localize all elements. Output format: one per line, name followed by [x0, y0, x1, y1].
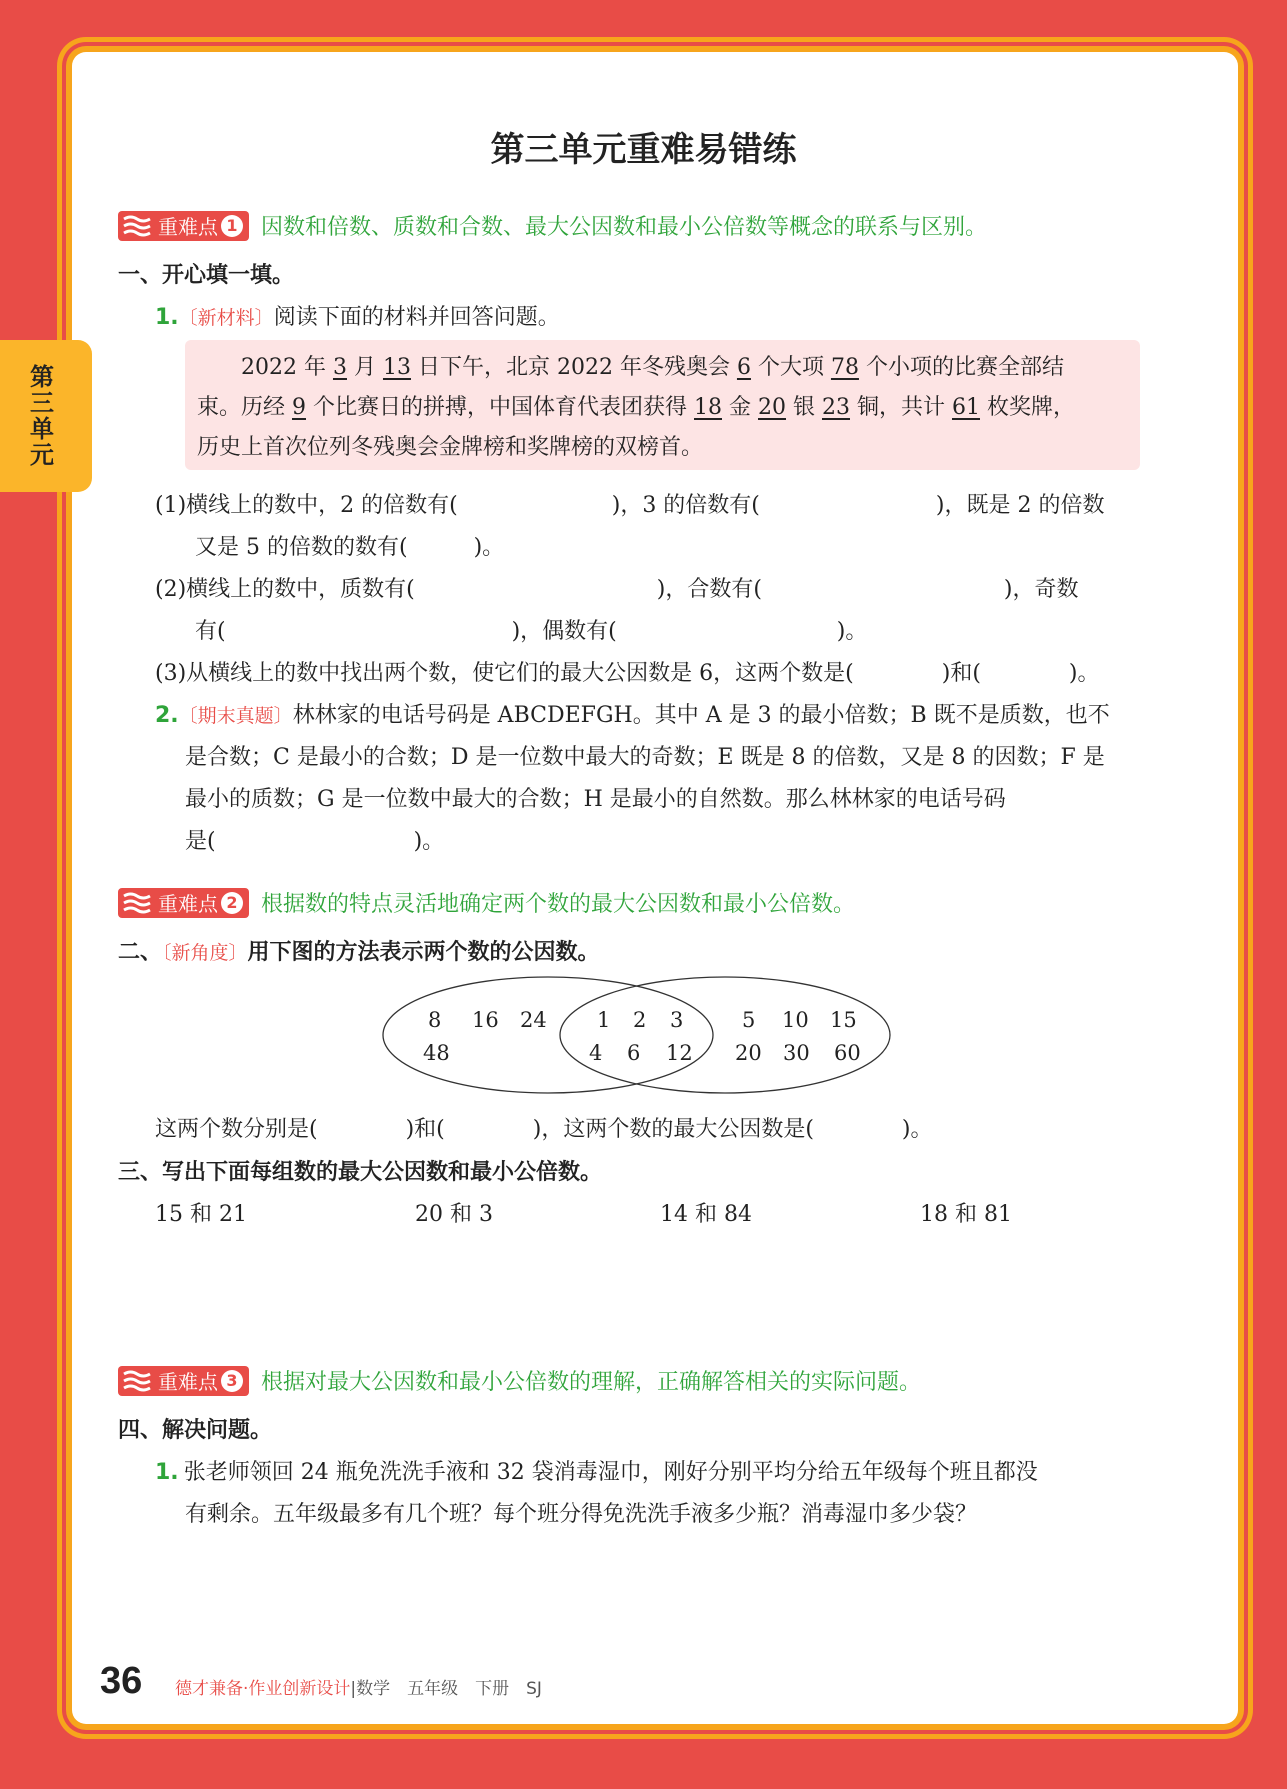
section-tag: 〔新角度〕 — [162, 942, 248, 964]
badge-label: 重难点 — [158, 1370, 218, 1394]
venn-diagram — [370, 970, 900, 1100]
passage-text: 束。历经 — [197, 395, 292, 420]
section-2-heading — [118, 935, 600, 966]
passage-text: 月 — [346, 355, 383, 380]
q1-sub-line: 有( )，偶数有( )。 — [195, 619, 868, 644]
waves-icon — [122, 1370, 152, 1392]
page-title: 第三单元重难易错练 — [490, 130, 797, 170]
underlined-number: 20 — [758, 395, 786, 420]
venn-middle-number: 6 — [627, 1041, 641, 1065]
badge-label: 重难点 — [158, 215, 218, 239]
venn-middle-number: 4 — [589, 1041, 603, 1065]
waves-icon — [122, 215, 152, 237]
key-point-2 — [118, 887, 855, 918]
passage-line — [197, 388, 1130, 428]
passage-text: 2022 年 — [197, 355, 333, 380]
venn-right-number: 30 — [783, 1041, 810, 1065]
key-point-text: 根据对最大公因数和最小公倍数的理解，正确解答相关的实际问题。 — [261, 1370, 922, 1395]
unit-side-tab — [0, 340, 92, 492]
venn-right-number: 10 — [782, 1008, 809, 1032]
key-point-text: 因数和倍数、质数和合数、最大公因数和最小公倍数等概念的联系与区别。 — [261, 215, 988, 240]
underlined-number: 78 — [830, 355, 859, 380]
question-4-1 — [155, 1455, 1038, 1486]
footer-info: 数学 五年级 下册 SJ — [356, 1679, 542, 1699]
passage-text: 铜，共计 — [850, 395, 952, 420]
badge-number: 1 — [221, 215, 243, 237]
key-point-text: 根据数的特点灵活地确定两个数的最大公因数和最小公倍数。 — [261, 892, 856, 917]
underlined-number: 18 — [694, 395, 722, 420]
section-text: 用下图的方法表示两个数的公因数。 — [247, 940, 600, 965]
question-number: 1. — [155, 305, 179, 330]
question-text: 最小的质数；G 是一位数中最大的合数；H 是最小的自然数。那么林林家的电话号码 — [185, 787, 1006, 812]
badge-number: 2 — [221, 892, 243, 914]
q1-sub-line: 又是 5 的倍数的数有( )。 — [195, 535, 505, 560]
number-pair: 18 和 81 — [920, 1202, 1012, 1227]
section-2-question: 这两个数分别是( )和( )，这两个数的最大公因数是( )。 — [155, 1117, 933, 1142]
passage-text: 个比赛日的拼搏，中国体育代表团获得 — [306, 395, 694, 420]
venn-right-number: 60 — [834, 1041, 861, 1065]
venn-left-ellipse — [383, 977, 713, 1093]
question-tag: 〔期末真题〕 — [178, 705, 293, 727]
passage-text: 个大项 — [750, 355, 831, 380]
passage-text: 日下午，北京 2022 年冬残奥会 — [410, 355, 737, 380]
question-number: 1. — [155, 1460, 179, 1485]
underlined-number: 3 — [332, 355, 347, 380]
underlined-number: 23 — [822, 395, 850, 420]
underlined-number: 13 — [382, 355, 411, 380]
venn-left-number: 24 — [520, 1008, 547, 1032]
venn-right-number: 5 — [742, 1008, 756, 1032]
question-number: 2. — [155, 703, 179, 728]
footer-brand: 德才兼备·作业创新设计 — [175, 1679, 351, 1699]
venn-middle-number: 1 — [597, 1008, 611, 1032]
underlined-number: 61 — [952, 395, 980, 420]
key-point-badge — [118, 1366, 249, 1396]
question-tag: 〔新材料〕 — [178, 307, 274, 329]
question-1-1 — [155, 300, 560, 331]
question-text: 阅读下面的材料并回答问题。 — [273, 305, 560, 330]
venn-middle-number: 12 — [666, 1041, 693, 1065]
number-pair: 20 和 3 — [415, 1202, 493, 1227]
key-point-1 — [118, 210, 987, 241]
number-pair: 14 和 84 — [660, 1202, 752, 1227]
venn-middle-number: 3 — [670, 1008, 684, 1032]
question-text: 是合数；C 是最小的合数；D 是一位数中最大的奇数；E 既是 8 的倍数，又是 8 的因数；F 是 — [185, 745, 1105, 770]
venn-right-ellipse — [560, 977, 890, 1093]
passage-text: 历史上首次位列冬残奥会金牌榜和奖牌榜的双榜首。 — [197, 435, 704, 460]
passage-line — [197, 348, 1130, 388]
waves-icon — [122, 892, 152, 914]
venn-left-number: 48 — [423, 1041, 450, 1065]
venn-left-number: 16 — [472, 1008, 499, 1032]
section-4-heading: 四、解决问题。 — [118, 1418, 273, 1443]
passage-text: 银 — [786, 395, 822, 420]
key-point-3 — [118, 1365, 921, 1396]
number-pair: 15 和 21 — [155, 1202, 247, 1227]
venn-right-number: 20 — [735, 1041, 762, 1065]
question-1-2 — [155, 698, 1110, 729]
key-point-badge — [118, 888, 249, 918]
passage-text: 金 — [722, 395, 758, 420]
footer-text — [175, 1674, 542, 1699]
question-text: 是( )。 — [185, 829, 445, 854]
question-text: 有剩余。五年级最多有几个班？每个班分得免洗洗手液多少瓶？消毒湿巾多少袋？ — [185, 1502, 978, 1527]
underlined-number: 9 — [292, 395, 306, 420]
venn-middle-number: 2 — [633, 1008, 647, 1032]
reading-passage — [185, 340, 1140, 470]
badge-number: 3 — [221, 1370, 243, 1392]
passage-text: 枚奖牌， — [980, 395, 1075, 420]
venn-right-number: 15 — [830, 1008, 857, 1032]
question-text: 林林家的电话号码是 ABCDEFGH。其中 A 是 3 的最小倍数；B 既不是质数，也不 — [292, 703, 1110, 728]
q1-sub-line: (2)横线上的数中，质数有( )，合数有( )，奇数 — [155, 577, 1079, 602]
section-1-heading: 一、开心填一填。 — [118, 263, 295, 288]
section-prefix: 二、 — [118, 940, 163, 965]
q1-sub-line: (3)从横线上的数中找出两个数，使它们的最大公因数是 6，这两个数是( )和( )。 — [155, 661, 1100, 686]
key-point-badge — [118, 211, 249, 241]
question-text: 张老师领回 24 瓶免洗洗手液和 32 袋消毒湿巾，刚好分别平均分给五年级每个班且都没 — [183, 1460, 1038, 1485]
q1-sub-line: (1)横线上的数中，2 的倍数有( )，3 的倍数有( )，既是 2 的倍数 — [155, 493, 1105, 518]
passage-text: 个小项的比赛全部结 — [858, 355, 1064, 380]
passage-line — [197, 428, 1130, 468]
badge-label: 重难点 — [158, 892, 218, 916]
underlined-number: 6 — [736, 355, 751, 380]
footer-separator: | — [350, 1679, 357, 1699]
unit-tab-label: 第三单元 — [25, 364, 54, 468]
venn-left-number: 8 — [428, 1008, 442, 1032]
page-number: 36 — [100, 1660, 143, 1702]
section-3-heading: 三、写出下面每组数的最大公因数和最小公倍数。 — [118, 1160, 603, 1185]
